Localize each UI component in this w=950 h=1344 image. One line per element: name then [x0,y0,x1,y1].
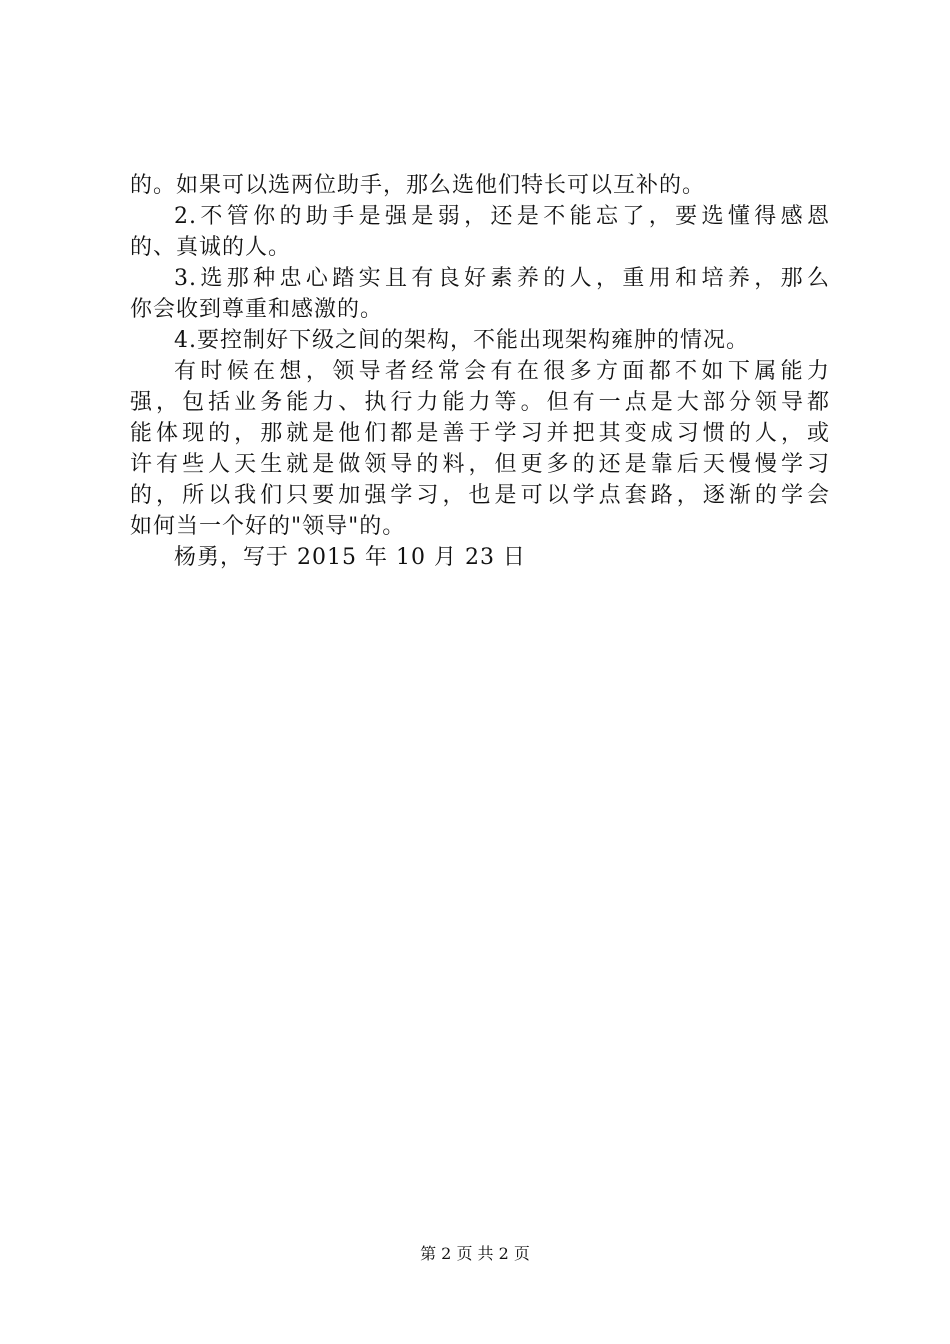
text-line-7: 有时候在想，领导者经常会有在很多方面都不如下属能力 [174,359,830,384]
text-line-2: 2.不管你的助手是强是弱，还是不能忘了，要选懂得感恩 [174,204,830,229]
document-body [130,170,830,573]
page-number-footer: 第 2 页 共 2 页 [420,1244,530,1263]
text-line-11: 的，所以我们只要加强学习，也是可以学点套路，逐渐的学会 [130,483,830,508]
text-line-9: 能体现的，那就是他们都是善于学习并把其变成习惯的人，或 [130,421,830,446]
signature-line: 杨勇，写于 2015 年 10 月 23 日 [174,545,526,570]
text-line-1: 的。如果可以选两位助手，那么选他们特长可以互补的。 [130,173,706,198]
text-line-4: 3.选那种忠心踏实且有良好素养的人，重用和培养，那么 [174,266,830,291]
text-line-5: 你会收到尊重和感激的。 [130,297,384,322]
text-line-8: 强，包括业务能力、执行力能力等。但有一点是大部分领导都 [130,390,830,415]
text-line-6: 4.要控制好下级之间的架构，不能出现架构雍肿的情况。 [174,328,749,353]
text-line-12: 如何当一个好的"领导"的。 [130,514,406,539]
text-line-3: 的、真诚的人。 [130,235,292,260]
text-line-10: 许有些人天生就是做领导的料，但更多的还是靠后天慢慢学习 [130,452,830,477]
